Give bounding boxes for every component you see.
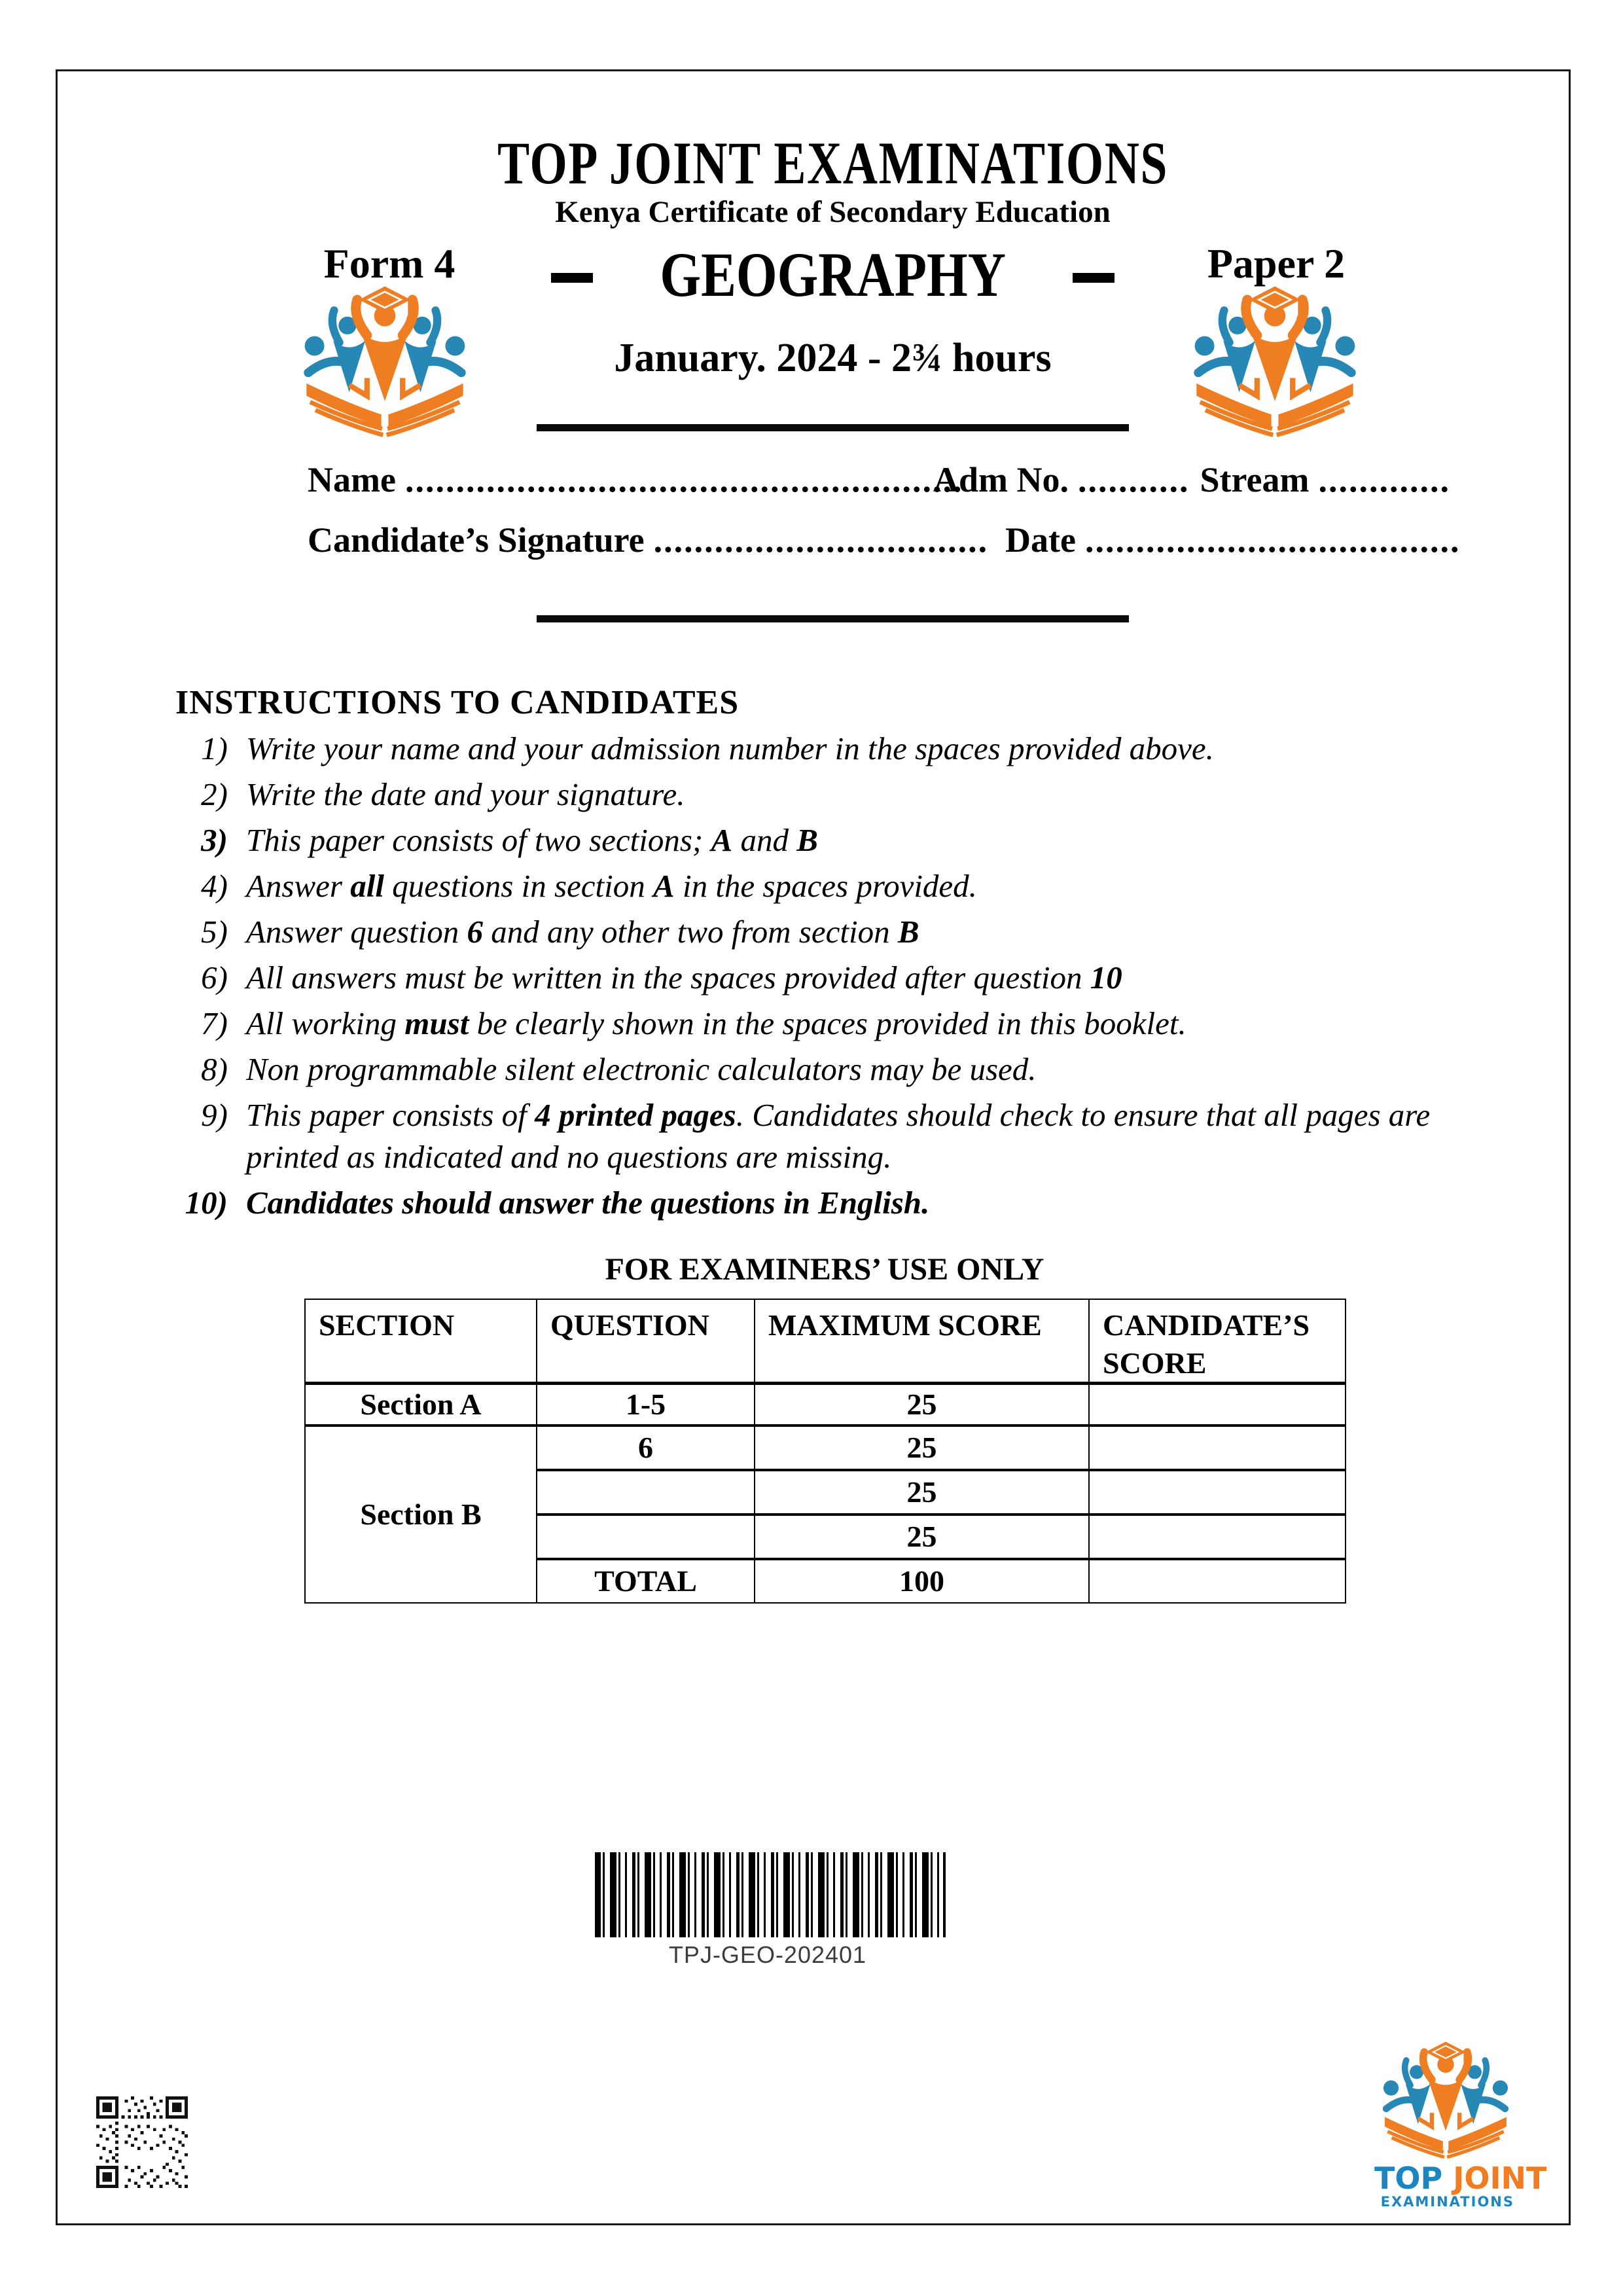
examiners-table (304, 1299, 1346, 1604)
adm-no-fill-line: ........... (1078, 460, 1190, 499)
instruction-item-number: 10) (185, 1185, 228, 1221)
section-b-max-cell: 25 (755, 1470, 1089, 1515)
form-level: Form 4 (323, 240, 455, 287)
instruction-item-number: 2) (201, 776, 228, 812)
signature-label: Candidate’s Signature (308, 520, 645, 560)
stream-label: Stream (1200, 460, 1310, 499)
instruction-item-text: This paper consists of two sections; A and B (246, 822, 818, 858)
examiners-title: FOR EXAMINERS’ USE ONLY (605, 1252, 1044, 1287)
footer-logo-word-joint: JOINT (1453, 2161, 1547, 2196)
section-a-question-cell: 1-5 (537, 1384, 755, 1426)
instruction-item (178, 728, 1492, 770)
instruction-item-number: 9) (201, 1097, 228, 1133)
instructions-heading: INSTRUCTIONS TO CANDIDATES (175, 684, 740, 721)
table-row-section-b-1 (305, 1426, 1346, 1470)
instruction-item-number: 8) (201, 1051, 228, 1087)
divider-rule-bottom (537, 615, 1129, 622)
table-row-section-a (305, 1384, 1346, 1426)
instruction-item-text: Candidates should answer the questions in English. (246, 1185, 930, 1221)
col-header-max-score: MAXIMUM SCORE (755, 1299, 1089, 1384)
instruction-item (178, 1182, 1492, 1224)
instruction-item (178, 957, 1492, 999)
instruction-item (178, 1003, 1492, 1045)
date-label: Date (1005, 520, 1076, 560)
certificate-subtitle: Kenya Certificate of Secondary Education (555, 195, 1111, 229)
instruction-item-number: 7) (201, 1005, 228, 1041)
top-joint-logo-footer (1376, 2037, 1515, 2160)
subject-title: GEOGRAPHY (660, 240, 1006, 310)
section-b-cell: Section B (305, 1426, 537, 1603)
instruction-item-number: 1) (201, 730, 228, 766)
section-b-score-cell (1089, 1470, 1346, 1515)
section-b-score-cell (1089, 1426, 1346, 1470)
name-field (308, 459, 963, 500)
dash-right-icon (1073, 273, 1115, 283)
footer-logo-word-examinations: EXAMINATIONS (1380, 2194, 1514, 2210)
exam-board-title-text: TOP JOINT EXAMINATIONS (497, 130, 1168, 196)
footer-logo (1374, 2037, 1547, 2210)
section-b-question-cell: 6 (537, 1426, 755, 1470)
instruction-item-text: This paper consists of 4 printed pages. Candidates should check to ensure that all pages are printed as indicated and no questions are missing. (246, 1097, 1431, 1175)
total-max-cell: 100 (755, 1559, 1089, 1603)
instruction-item-text: All working must be clearly shown in the spaces provided in this booklet. (246, 1005, 1186, 1041)
total-label-cell: TOTAL (537, 1559, 755, 1603)
section-a-score-cell (1089, 1384, 1346, 1426)
qr-code-image (96, 2096, 188, 2188)
adm-no-label: Adm No. (933, 460, 1069, 499)
col-header-section: SECTION (305, 1299, 537, 1384)
name-label: Name (308, 460, 396, 499)
total-score-cell (1089, 1559, 1346, 1603)
section-b-question-cell (537, 1515, 755, 1559)
col-header-question: QUESTION (537, 1299, 755, 1384)
instruction-item-number: 5) (201, 914, 228, 950)
instruction-item-number: 4) (201, 868, 228, 904)
dash-left-icon (551, 273, 593, 283)
instruction-item (178, 1094, 1492, 1178)
instruction-item (178, 774, 1492, 816)
section-b-question-cell (537, 1470, 755, 1515)
divider-rule-top (537, 424, 1129, 431)
session-duration: January. 2024 - 2¾ hours (614, 336, 1052, 380)
signature-fill-line: ................................. (653, 520, 989, 560)
barcode-label: TPJ-GEO-202401 (668, 1941, 867, 1968)
instruction-item-text: Answer all questions in section A in the spaces provided. (246, 868, 977, 904)
signature-field (308, 520, 988, 560)
section-b-score-cell (1089, 1515, 1346, 1559)
subject-row (43, 238, 1623, 311)
instruction-item (178, 911, 1492, 953)
instruction-item-text: Non programmable silent electronic calculators may be used. (246, 1051, 1037, 1087)
instruction-item-number: 6) (201, 960, 228, 996)
instruction-item (178, 819, 1492, 861)
adm-stream-field (933, 459, 1450, 500)
col-header-candidate-score: CANDIDATE’S SCORE (1089, 1299, 1346, 1384)
instructions-list (178, 728, 1492, 1228)
paper-number: Paper 2 (1207, 240, 1346, 287)
instruction-item-text: All answers must be written in the spaces provided after question 10 (246, 960, 1122, 996)
instruction-item-text: Write your name and your admission number in the spaces provided above. (246, 730, 1214, 766)
section-a-max-cell: 25 (755, 1384, 1089, 1426)
instruction-item-text: Write the date and your signature. (246, 776, 685, 812)
section-b-max-cell: 25 (755, 1426, 1089, 1470)
instruction-item-text: Answer question 6 and any other two from section B (246, 914, 919, 950)
name-fill-line: ....................................................... (404, 460, 963, 499)
table-header-row (305, 1299, 1346, 1384)
date-fill-line: ..................................... (1084, 520, 1461, 560)
footer-logo-word-top: TOP (1374, 2161, 1443, 2196)
footer-logo-wordmark (1374, 2161, 1547, 2196)
instruction-item (178, 865, 1492, 907)
section-a-cell: Section A (305, 1384, 537, 1426)
instruction-item-number: 3) (201, 822, 228, 858)
stream-fill-line: ............. (1318, 460, 1450, 499)
exam-board-title (43, 128, 1623, 198)
section-b-max-cell: 25 (755, 1515, 1089, 1559)
barcode-image (595, 1852, 946, 1937)
date-field (1005, 520, 1460, 560)
instruction-item (178, 1049, 1492, 1090)
